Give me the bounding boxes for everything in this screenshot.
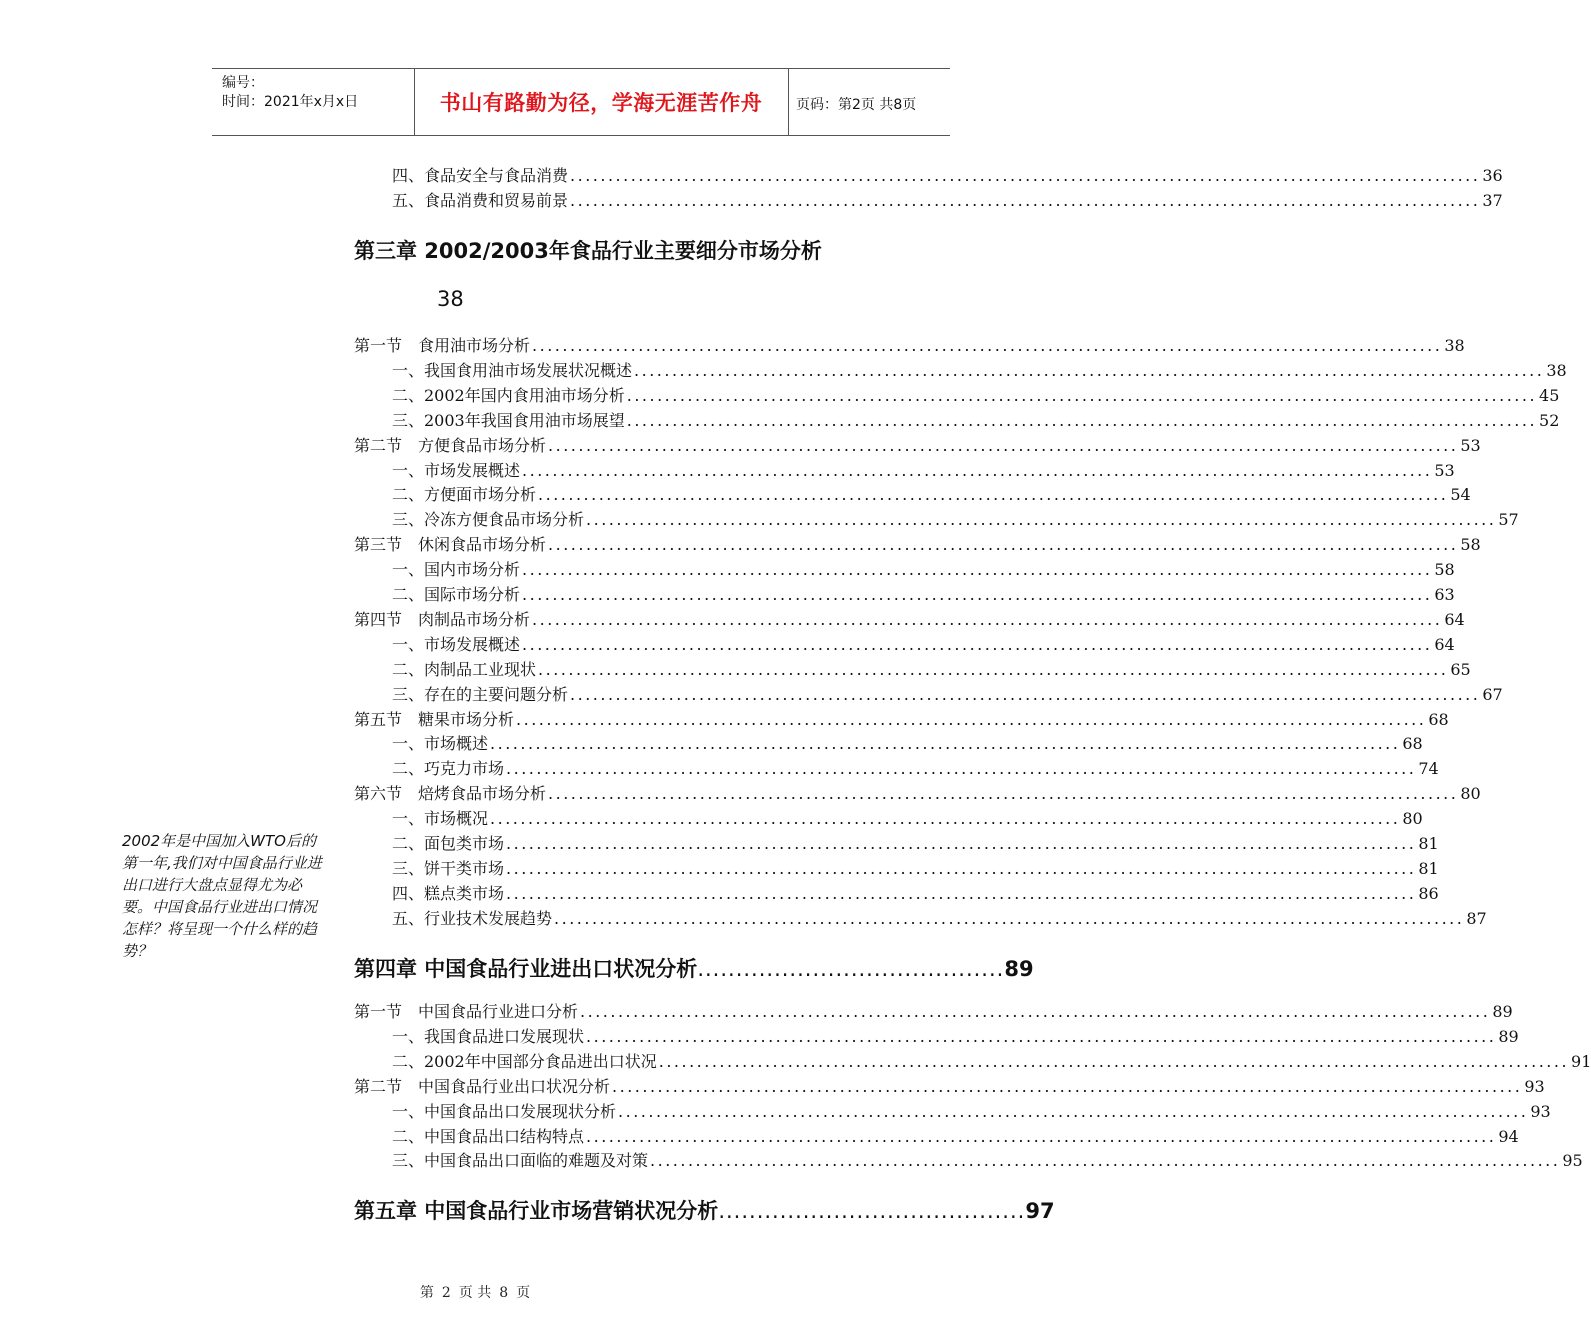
toc-entry-page: 36 <box>1482 166 1503 185</box>
toc-entry-page: 89 <box>1492 1002 1513 1021</box>
toc-entry-label: 第五节 糖果市场分析 <box>354 709 515 729</box>
toc-entry <box>354 1149 1583 1173</box>
footer-current-page: 2 <box>441 1285 451 1301</box>
toc-entry <box>354 683 1503 707</box>
chapter-5-page: 97 <box>1025 1199 1055 1223</box>
toc-entry <box>354 782 1481 806</box>
toc-entry-label: 一、市场发展概述 <box>392 634 521 654</box>
toc-entry-label: 二、国际市场分析 <box>392 585 521 604</box>
toc-entry-page: 64 <box>1444 609 1465 629</box>
toc-entry <box>354 558 1455 582</box>
side-note: 2002年是中国加入WTO后的第一年,我们对中国食品行业进出口进行大盘点显得尤为必要。中国食品行业进出口情况怎样？将呈现一个什么样的趋势？ <box>122 832 322 960</box>
toc-entry <box>354 882 1439 906</box>
chapter-3-page: 38 <box>437 287 464 311</box>
toc-entry <box>354 359 1567 383</box>
toc-entry-leader: ........................................................................................................................ <box>570 166 1481 185</box>
toc-entry-page: 81 <box>1418 834 1439 853</box>
toc-entry-page: 65 <box>1450 659 1471 679</box>
toc-entry <box>354 807 1423 831</box>
toc-entry-leader: ........................................................................................................................ <box>612 1076 1523 1096</box>
toc-entry-leader: ........................................................................................................................ <box>490 734 1401 754</box>
toc-entry-label: 第四节 肉制品市场分析 <box>354 609 531 629</box>
toc-entry-page: 54 <box>1450 485 1471 505</box>
toc-entry <box>354 757 1439 781</box>
toc-entry-label: 四、食品安全与食品消费 <box>392 166 569 185</box>
toc-entry-label: 第二节 方便食品市场分析 <box>354 435 547 455</box>
toc-entry <box>354 907 1487 931</box>
footer-total-pages: 8 <box>499 1285 509 1301</box>
toc-entry-leader: ........................................................................................................................ <box>490 809 1401 829</box>
toc-entry-leader: ........................................................................................................................ <box>522 460 1433 480</box>
toc-entry-page: 80 <box>1402 809 1423 829</box>
toc-entry-page: 89 <box>1498 1026 1519 1046</box>
header-motto: 书山有路勤为径，学海无涯苦作舟 <box>439 91 763 115</box>
toc-entry-leader: ........................................................................................................................ <box>626 385 1538 405</box>
toc-entry-leader: ........................................................................................................................ <box>538 659 1449 679</box>
toc-entry-label: 二、中国食品出口结构特点 <box>392 1126 585 1146</box>
toc-entry <box>354 409 1560 433</box>
toc-entry-leader: ........................................................................................................................ <box>522 585 1433 604</box>
toc-entry-label: 三、2003年我国食用油市场展望 <box>392 410 625 430</box>
toc-entry-label: 三、存在的主要问题分析 <box>392 684 569 704</box>
toc-entry <box>354 434 1481 458</box>
toc-entry <box>354 334 1465 358</box>
toc-entry-label: 第三节 休闲食品市场分析 <box>354 535 547 555</box>
toc-entry-page: 58 <box>1460 535 1481 555</box>
toc-entry-leader: ........................................................................................................................ <box>626 410 1538 430</box>
toc-entry <box>354 832 1439 856</box>
toc-entry-leader: ........................................................................................................................ <box>522 634 1433 654</box>
toc-entry <box>354 384 1560 408</box>
toc-entry-leader: ........................................................................................................................ <box>570 190 1481 210</box>
toc-entry-leader: ........................................................................................................................ <box>506 834 1417 853</box>
toc-entry <box>354 583 1455 607</box>
toc-entry-leader: ........................................................................................................................ <box>554 908 1465 928</box>
toc-entry-leader: ........................................................................................................................ <box>586 1126 1497 1146</box>
toc-entry-label: 三、中国食品出口面临的难题及对策 <box>392 1151 649 1171</box>
toc-entry <box>354 658 1471 682</box>
toc-entry-page: 80 <box>1460 784 1481 804</box>
toc-entry-leader: ........................................................................................................................ <box>586 1026 1497 1046</box>
toc-entry-label: 第一节 中国食品行业进口分析 <box>354 1002 579 1021</box>
toc-entry-page: 68 <box>1402 734 1423 754</box>
toc-entry-label: 二、面包类市场 <box>392 834 505 853</box>
toc-entry-page: 38 <box>1444 336 1465 355</box>
toc-entry-page: 68 <box>1428 709 1449 729</box>
chapter-5-heading <box>354 1196 1055 1226</box>
chapter-5-leader: ........................................ <box>718 1199 1026 1223</box>
toc-entry <box>354 533 1481 557</box>
toc-entry <box>354 189 1503 213</box>
toc-entry-leader: ........................................................................................................................ <box>532 609 1443 629</box>
toc-entry-leader: ........................................................................................................................ <box>618 1101 1529 1121</box>
toc-entry-label: 二、2002年中国部分食品进出口状况 <box>392 1051 657 1071</box>
toc-entry-page: 52 <box>1539 410 1560 430</box>
toc-entry-leader: ........................................................................................................................ <box>580 1002 1491 1021</box>
toc-entry-label: 二、巧克力市场 <box>392 759 505 779</box>
toc-entry <box>354 708 1449 732</box>
toc-entry-page: 53 <box>1434 460 1455 480</box>
chapter-3-heading <box>354 236 862 266</box>
toc-entry-page: 94 <box>1498 1126 1519 1146</box>
toc-entry-label: 二、2002年国内食用油市场分析 <box>392 385 625 405</box>
toc-entry-page: 93 <box>1530 1101 1551 1121</box>
time-label: 时间：2021年x月x日 <box>222 94 359 110</box>
footer-suffix: 页 <box>516 1285 531 1301</box>
chapter-4-heading <box>354 954 1034 984</box>
toc-entry-leader: ........................................................................................................................ <box>506 759 1417 779</box>
toc-entry-leader: ........................................................................................................................ <box>506 883 1417 903</box>
toc-entry-leader: ........................................................................................................................ <box>548 535 1459 555</box>
toc-entry-leader: ........................................................................................................................ <box>658 1051 1570 1071</box>
toc-entry-leader: ........................................................................................................................ <box>650 1151 1561 1171</box>
chapter-4-page: 89 <box>1004 957 1034 981</box>
toc-entry <box>354 633 1455 657</box>
toc-entry-leader: ........................................................................................................................ <box>532 336 1443 355</box>
toc-entry-label: 二、方便面市场分析 <box>392 485 537 505</box>
toc-entry <box>354 508 1519 532</box>
toc-entry-label: 五、食品消费和贸易前景 <box>392 190 569 210</box>
toc-entry-page: 67 <box>1482 684 1503 704</box>
toc-entry-leader: ........................................................................................................................ <box>586 510 1497 530</box>
toc-entry <box>354 164 1503 188</box>
toc-entry-label: 三、冷冻方便食品市场分析 <box>392 510 585 530</box>
chapter-3-title: 第三章 2002/2003年食品行业主要细分市场分析 <box>354 239 822 263</box>
toc-entry-page: 64 <box>1434 634 1455 654</box>
toc-entry-label: 第二节 中国食品行业出口状况分析 <box>354 1076 611 1096</box>
toc-entry-label: 一、市场发展概述 <box>392 460 521 480</box>
toc-entry-leader: ........................................................................................................................ <box>548 784 1459 804</box>
toc-entry-leader: ........................................................................................................................ <box>538 485 1449 505</box>
toc-entry-label: 五、行业技术发展趋势 <box>392 908 553 928</box>
toc-entry-page: 95 <box>1562 1151 1583 1171</box>
toc-entry-page: 53 <box>1460 435 1481 455</box>
chapter-5-title: 第五章 中国食品行业市场营销状况分析 <box>354 1199 719 1223</box>
toc-entry-label: 一、我国食用油市场发展状况概述 <box>392 360 633 380</box>
toc-entry-label: 第一节 食用油市场分析 <box>354 336 531 355</box>
toc-entry-label: 一、市场概述 <box>392 734 489 754</box>
toc-entry-page: 81 <box>1418 858 1439 878</box>
toc-entry-label: 一、中国食品出口发展现状分析 <box>392 1101 617 1121</box>
chapter-4-leader: ........................................ <box>697 957 1005 981</box>
toc-entry <box>354 1100 1551 1124</box>
toc-entry-page: 45 <box>1539 385 1560 405</box>
toc-entry-leader: ........................................................................................................................ <box>634 360 1545 380</box>
toc-entry-leader: ........................................................................................................................ <box>570 684 1481 704</box>
toc-entry-page: 63 <box>1434 585 1455 604</box>
toc-entry <box>354 1000 1513 1024</box>
page-header <box>212 68 950 136</box>
toc-entry-label: 四、糕点类市场 <box>392 883 505 903</box>
page-footer <box>0 1282 950 1302</box>
toc-entry <box>354 608 1465 632</box>
toc-entry-page: 74 <box>1418 759 1439 779</box>
toc-entry <box>354 1050 1591 1074</box>
toc-entry-label: 二、肉制品工业现状 <box>392 659 537 679</box>
toc-entry-leader: ........................................................................................................................ <box>548 435 1459 455</box>
toc-entry-page: 87 <box>1466 908 1487 928</box>
toc-entry-page: 58 <box>1434 560 1455 580</box>
toc-entry-leader: ........................................................................................................................ <box>506 858 1417 878</box>
toc-entry-label: 第六节 焙烤食品市场分析 <box>354 784 547 804</box>
toc-entry <box>354 1125 1519 1149</box>
toc-entry-page: 57 <box>1498 510 1519 530</box>
toc-entry <box>354 732 1423 756</box>
toc-entry-page: 38 <box>1546 360 1567 380</box>
toc-entry-label: 一、市场概况 <box>392 809 489 829</box>
toc-entry-label: 一、国内市场分析 <box>392 560 521 580</box>
toc-entry <box>354 1025 1519 1049</box>
toc-entry-page: 37 <box>1482 190 1503 210</box>
toc-entry <box>354 1075 1545 1099</box>
toc-entry-leader: ........................................................................................................................ <box>516 709 1427 729</box>
toc-entry-page: 91 <box>1571 1051 1591 1071</box>
toc-entry-label: 一、我国食品进口发展现状 <box>392 1026 585 1046</box>
toc-entry-leader: ........................................................................................................................ <box>522 560 1433 580</box>
chapter-4-title: 第四章 中国食品行业进出口状况分析 <box>354 957 698 981</box>
footer-prefix: 第 <box>419 1285 434 1301</box>
toc-entry <box>354 857 1439 881</box>
toc-entry-page: 93 <box>1524 1076 1545 1096</box>
footer-middle: 页 共 <box>458 1285 492 1301</box>
toc-entry <box>354 459 1455 483</box>
toc-entry <box>354 483 1471 507</box>
toc-entry-page: 86 <box>1418 883 1439 903</box>
header-page-info: 页码：第2页 共8页 <box>796 97 917 113</box>
toc-entry-label: 三、饼干类市场 <box>392 858 505 878</box>
header-divider-right <box>788 68 789 136</box>
serial-label: 编号： <box>222 75 264 91</box>
